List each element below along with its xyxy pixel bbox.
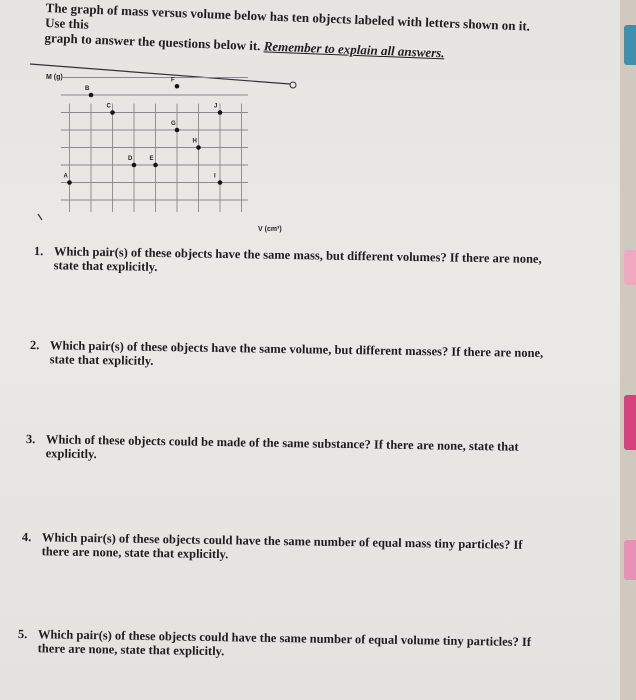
binder-tab <box>624 395 636 450</box>
question-text: Which of these objects could be made of the same substance? If there are none, state that explicitly. <box>45 432 519 462</box>
binder-tab <box>624 540 636 580</box>
page-edge <box>620 0 636 700</box>
data-point-a <box>67 180 72 185</box>
data-point-i <box>218 180 223 185</box>
question-text: Which pair(s) of these objects have the same mass, but different volumes? If there are none, state that explicitly. <box>53 244 542 274</box>
point-label-g: G <box>171 121 176 127</box>
question-number: 2. <box>29 338 40 353</box>
axis-arrow-icon <box>290 82 296 88</box>
instructions-text: graph to answer the questions below it. <box>44 29 261 54</box>
question-number: 4. <box>21 530 32 545</box>
data-point-h <box>196 145 201 150</box>
point-label-b: B <box>85 86 90 92</box>
data-point-j <box>218 110 223 115</box>
question-text: Which pair(s) of these objects could have the same number of equal mass tiny particles? If there are none, state that explicitly. <box>41 530 523 562</box>
instructions-line-1: The graph of mass versus volume below has ten objects labeled with letters shown on it. Use this <box>44 0 531 34</box>
point-label-i: I <box>214 173 216 180</box>
point-label-d: D <box>128 156 133 162</box>
question-text: Which pair(s) of these objects have the same volume, but different masses? If there are none, state that explicitly. <box>49 338 544 368</box>
y-axis-label: M (g) <box>46 74 63 81</box>
question-number: 3. <box>25 432 36 447</box>
binder-tab <box>624 250 636 285</box>
point-label-j: J <box>214 103 218 110</box>
question-number: 5. <box>17 627 28 642</box>
point-label-f: F <box>171 77 175 84</box>
graph-grid <box>61 78 248 213</box>
binder-tab <box>624 25 636 65</box>
point-label-a: A <box>63 173 68 180</box>
data-point-b <box>89 93 94 98</box>
graph-top-rule <box>30 64 290 84</box>
point-label-c: C <box>106 103 111 110</box>
mass-volume-graph <box>28 64 308 234</box>
instructions-emphasis: Remember to explain all answers. <box>263 38 445 61</box>
data-point-g <box>175 128 180 133</box>
point-label-e: E <box>149 156 154 162</box>
data-point-e <box>153 163 158 168</box>
question-text: Which pair(s) of these objects could have the same number of equal volume tiny particles? If there are none, state that explicitly. <box>37 627 532 659</box>
point-label-h: H <box>192 138 197 145</box>
data-point-c <box>110 110 115 115</box>
data-point-f <box>175 84 180 89</box>
question-number: 1. <box>33 244 44 259</box>
x-axis-label: V (cm³) <box>258 226 282 233</box>
axis-tick <box>38 214 42 220</box>
data-point-d <box>132 163 137 168</box>
